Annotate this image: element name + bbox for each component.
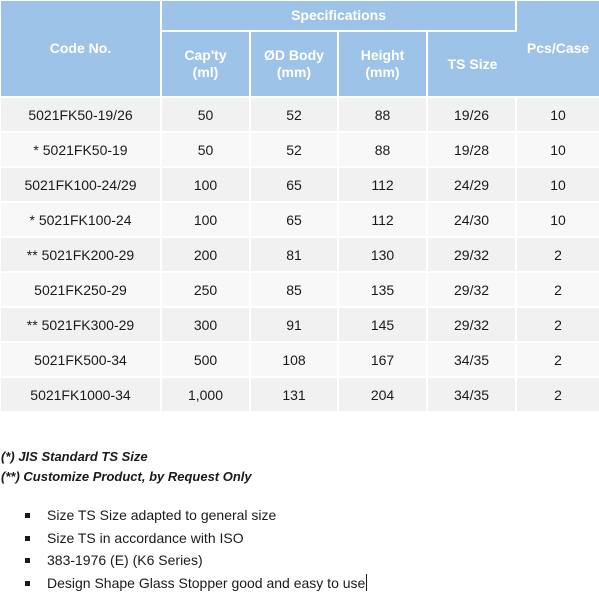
cell-ts-size: 24/30 [428,203,517,238]
cell-capacity: 100 [162,168,251,203]
cell-code-no: ** 5021FK200-29 [1,238,162,273]
cell-height: 167 [339,343,428,378]
cell-pcs-case: 10 [517,168,599,203]
text-cursor [366,574,367,591]
table-row [1,168,599,203]
table-row [1,308,599,343]
cell-body-diameter: 52 [251,98,339,133]
cell-capacity: 300 [162,308,251,343]
list-item-text: Design Shape Glass Stopper good and easy to use [47,574,366,591]
table-header-row [1,1,599,32]
cell-height: 112 [339,168,428,203]
list-item-text: 383-1976 (E) (K6 Series) [47,552,203,568]
cell-code-no: 5021FK1000-34 [1,378,162,413]
cell-pcs-case: 2 [517,343,599,378]
cell-pcs-case: 2 [517,308,599,343]
table-row [1,133,599,168]
cell-code-no: * 5021FK50-19 [1,133,162,168]
header-pcs-case: Pcs/Case [517,1,599,98]
cell-capacity: 50 [162,133,251,168]
cell-capacity: 50 [162,98,251,133]
cell-capacity: 200 [162,238,251,273]
table-row [1,378,599,413]
cell-ts-size: 34/35 [428,343,517,378]
cell-body-diameter: 81 [251,238,339,273]
cell-height: 130 [339,238,428,273]
header-body-unit: (mm) [276,64,312,80]
header-ts-size: TS Size [428,32,517,98]
table-row [1,238,599,273]
cell-code-no: 5021FK100-24/29 [1,168,162,203]
cell-body-diameter: 91 [251,308,339,343]
list-item [22,572,367,595]
table-row [1,203,599,238]
cell-body-diameter: 52 [251,133,339,168]
cell-pcs-case: 2 [517,238,599,273]
list-item [22,504,367,527]
cell-ts-size: 19/26 [428,98,517,133]
bullet-icon [25,581,30,586]
header-height-label: Height [360,47,405,63]
cell-height: 135 [339,273,428,308]
cell-ts-size: 19/28 [428,133,517,168]
list-item [22,549,367,572]
cell-body-diameter: 65 [251,203,339,238]
cell-code-no: * 5021FK100-24 [1,203,162,238]
cell-code-no: 5021FK250-29 [1,273,162,308]
list-item-text: Size TS in accordance with ISO [47,529,244,546]
note-customize-product: (**) Customize Product, by Request Only [1,469,252,484]
header-body-diameter [251,32,339,98]
cell-body-diameter: 85 [251,273,339,308]
cell-body-diameter: 65 [251,168,339,203]
header-height [339,32,428,98]
cell-body-diameter: 108 [251,343,339,378]
cell-pcs-case: 10 [517,133,599,168]
cell-ts-size: 29/32 [428,238,517,273]
cell-capacity: 500 [162,343,251,378]
header-capacity [162,32,251,98]
cell-ts-size: 29/32 [428,273,517,308]
cell-body-diameter: 131 [251,378,339,413]
header-specifications: Specifications [162,1,517,32]
cell-ts-size: 24/29 [428,168,517,203]
cell-pcs-case: 10 [517,98,599,133]
cell-height: 204 [339,378,428,413]
cell-capacity: 100 [162,203,251,238]
list-item-text: Size TS Size adapted to general size [47,507,277,523]
table-row [1,98,599,133]
note-jis-standard: (*) JIS Standard TS Size [1,449,148,464]
cell-code-no: ** 5021FK300-29 [1,308,162,343]
specifications-table [1,1,599,413]
cell-height: 112 [339,203,428,238]
cell-height: 88 [339,98,428,133]
header-capacity-label: Cap'ty [184,47,227,63]
cell-code-no: 5021FK500-34 [1,343,162,378]
header-height-unit: (mm) [365,64,400,80]
header-code-no: Code No. [1,1,162,98]
footnotes [1,447,252,487]
cell-pcs-case: 2 [517,378,599,413]
feature-list [22,504,367,594]
cell-capacity: 250 [162,273,251,308]
cell-code-no: 5021FK50-19/26 [1,98,162,133]
cell-height: 145 [339,308,428,343]
header-capacity-unit: (ml) [192,64,219,80]
table-row [1,343,599,378]
bullet-icon [25,558,30,563]
bullet-icon [25,536,30,541]
cell-ts-size: 29/32 [428,308,517,343]
cell-height: 88 [339,133,428,168]
cell-capacity: 1,000 [162,378,251,413]
cell-ts-size: 34/35 [428,378,517,413]
table-body [1,98,599,413]
cell-pcs-case: 2 [517,273,599,308]
list-item [22,527,367,550]
bullet-icon [25,513,30,518]
table-row [1,273,599,308]
cell-pcs-case: 10 [517,203,599,238]
header-body-label: ØD Body [264,47,324,63]
